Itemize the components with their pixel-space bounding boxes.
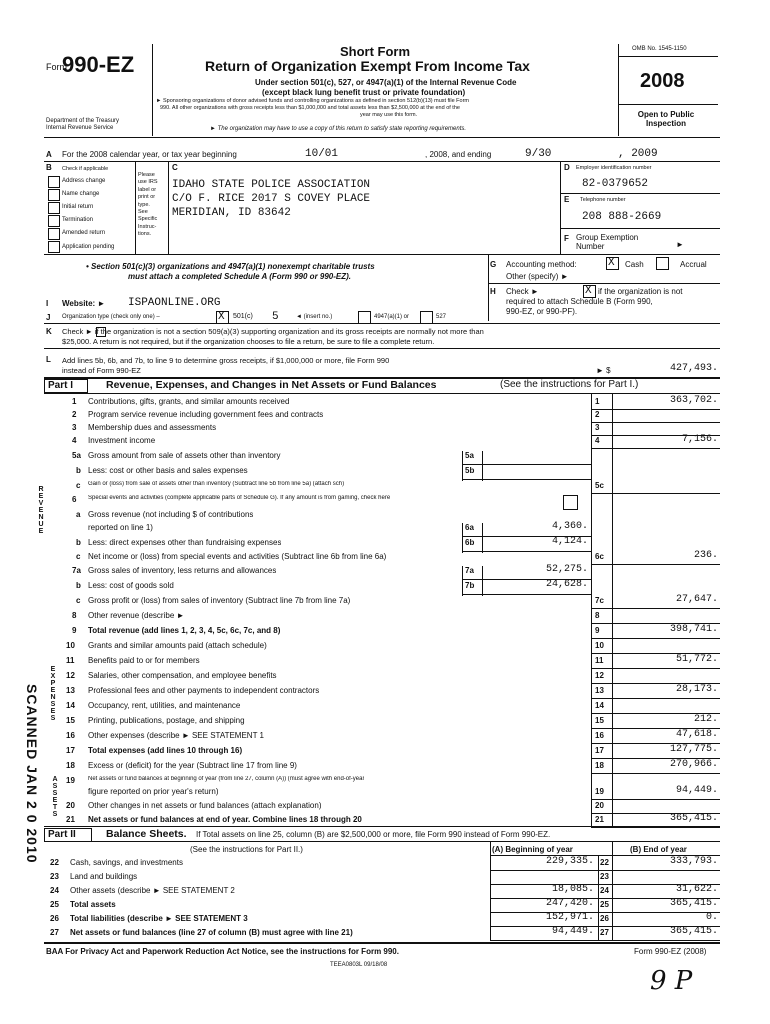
schedule-b-mark: X (585, 285, 592, 297)
line-a-text: For the 2008 calendar year, or tax year beginning (62, 150, 237, 159)
form-number: 990-EZ (62, 52, 135, 77)
section-g-label: G (490, 260, 497, 269)
section-j-label: J (46, 313, 51, 322)
line-ref: 19 (595, 787, 604, 796)
part2-tag: Part II (48, 829, 76, 840)
tax-year: 2008 (640, 70, 685, 92)
label-address-change: Address change (62, 178, 106, 184)
line-number: 11 (66, 656, 75, 665)
tax-year-begin: 10/01 (305, 148, 339, 160)
tax-year-end: 9/30 (525, 148, 552, 160)
line-amount: 270,966. (669, 759, 718, 770)
line-amount: 127,775. (669, 744, 718, 755)
beginning-of-year-amount: 247,420. (545, 898, 594, 909)
part1-note: (See the instructions for Part I.) (500, 379, 639, 390)
line-amount: 28,173. (675, 684, 718, 695)
line-description: Professional fees and other payments to independent contractors (88, 686, 320, 695)
line-description: Other expenses (describe ► SEE STATEMENT 1 (88, 731, 264, 740)
k-line-1: Check ► if the organization is not a section 509(a)(3) supporting organization and its gross receipts are normally not more than (62, 327, 484, 336)
org-type-label: Organization type (check only one) – (62, 314, 160, 320)
line-ref: 27 (600, 928, 609, 937)
line-description: Total revenue (add lines 1, 2, 3, 4, 5c, 6c, 7c, and 8) (88, 626, 281, 635)
line-amount: 236. (693, 550, 718, 561)
side-label-expenses: E X P E N S E S (50, 666, 56, 722)
sponsor-note-1: ► Sponsoring organizations of donor advised funds and controlling organizations as defined in section 512(b)(13) must file Form (156, 98, 470, 104)
section-f-label: F (564, 234, 569, 243)
phone-title: Telephone number (580, 197, 626, 203)
section-e-label: E (564, 195, 570, 204)
checkbox-cash[interactable] (606, 257, 619, 270)
line-description: Benefits paid to or for members (88, 656, 200, 665)
line-number: 19 (66, 776, 75, 785)
line-number: 18 (66, 761, 75, 770)
part1-title: Revenue, Expenses, and Changes in Net Assets or Fund Balances (106, 379, 437, 391)
inner-amount: 4,124. (551, 536, 588, 547)
l-line-2: instead of Form 990-EZ (62, 366, 141, 375)
line-description: Other revenue (describe ► (88, 611, 185, 620)
line-number: 2 (72, 410, 77, 419)
part1-tag-box (44, 379, 88, 393)
form-subtitle-2: (except black lung benefit trust or private foundation) (262, 88, 466, 97)
line-number: 10 (66, 641, 75, 650)
line-ref: 14 (595, 701, 604, 710)
checkbox-accrual[interactable] (656, 257, 669, 270)
line-ref: 15 (595, 716, 604, 725)
line-ref: 7c (595, 596, 604, 605)
line-a-mid: , 2008, and ending (425, 150, 492, 159)
line-description: Grants and similar amounts paid (attach schedule) (88, 641, 267, 650)
line-number: 23 (50, 872, 59, 881)
part2-instructions: (See the instructions for Part II.) (190, 845, 303, 854)
line-ref: 22 (600, 858, 609, 867)
line-number: 22 (50, 858, 59, 867)
line-description: Gain or (loss) from sale of assets other than inventory (Subtract line 5b from line 5a) (attach sch) (88, 481, 345, 487)
h-text-2: if the organization is not (598, 287, 683, 296)
section-d-label: D (564, 163, 570, 172)
ein-value: 82-0379652 (582, 178, 649, 190)
part2-title: Balance Sheets. (106, 828, 187, 840)
line-ref: 24 (600, 886, 609, 895)
line-a-label: A (46, 150, 52, 159)
line-ref: 2 (595, 410, 600, 419)
line-number: c (76, 596, 81, 605)
checkbox-amended-return[interactable] (48, 228, 60, 240)
line-ref: 1 (595, 397, 600, 406)
h-text-3: required to attach Schedule B (Form 990, (506, 297, 653, 306)
beginning-of-year-amount: 94,449. (551, 926, 594, 937)
inner-amount: 4,360. (551, 521, 588, 532)
form-subtitle-1: Under section 501(c), 527, or 4947(a)(1) of the Internal Revenue Code (255, 78, 517, 87)
line-amount: 7,156. (681, 434, 718, 445)
line-description: Other assets (describe ► SEE STATEMENT 2 (70, 886, 235, 895)
tax-year-end-year: , 2009 (618, 148, 658, 160)
end-of-year-amount: 365,415. (669, 926, 718, 937)
line-description: Special events and activities (complete applicable parts of Schedule G). If any amount is from gaming, check here (88, 495, 391, 501)
line-ref: 21 (595, 815, 604, 824)
line-amount: 51,772. (675, 654, 718, 665)
form-reference: Form 990-EZ (2008) (634, 947, 707, 956)
checkbox-name-change[interactable] (48, 189, 60, 201)
line-number: 5a (72, 451, 81, 460)
checkbox-termination[interactable] (48, 215, 60, 227)
line-number: 13 (66, 686, 75, 695)
527-label: 527 (436, 314, 447, 320)
line-number: 9 (72, 626, 77, 635)
line-ref: 4 (595, 436, 600, 445)
line-ref: 13 (595, 686, 604, 695)
line-number: a (76, 510, 81, 519)
sponsor-note-3: year may use this form. (360, 112, 418, 118)
line-number: 1 (72, 397, 77, 406)
inner-ref: 5a (465, 451, 474, 460)
line-number: c (76, 481, 81, 490)
beginning-of-year-amount: 152,971. (545, 912, 594, 923)
cash-label: Cash (625, 260, 644, 269)
end-of-year-amount: 31,622. (675, 884, 718, 895)
line-number: b (76, 466, 81, 475)
501c-number: 5 (272, 311, 279, 323)
line-number: 27 (50, 928, 59, 937)
baa-notice: BAA For Privacy Act and Paperwork Reduction Act Notice, see the instructions for Form 990. (46, 947, 399, 956)
line-number: b (76, 581, 81, 590)
line-description: Cash, savings, and investments (70, 858, 183, 867)
line-description: Excess or (deficit) for the year (Subtract line 17 from line 9) (88, 761, 297, 770)
line-description: Gross amount from sale of assets other than inventory (88, 451, 281, 460)
line-ref: 25 (600, 900, 609, 909)
cash-mark: X (608, 257, 615, 269)
arrow-icon: ► (676, 240, 684, 249)
inner-ref: 7b (465, 581, 475, 590)
accrual-label: Accrual (680, 260, 707, 269)
line-number: 7a (72, 566, 81, 575)
line-amount: 398,741. (669, 624, 718, 635)
website-label: Website: ► (62, 299, 106, 308)
inner-ref: 7a (465, 566, 474, 575)
omb-number: OMB No. 1545-1150 (632, 46, 687, 52)
side-label-net-assets: A S S E T S (52, 776, 58, 818)
line-description: Contributions, gifts, grants, and similar amounts received (88, 397, 290, 406)
line-ref: 20 (595, 801, 604, 810)
line-description: Total expenses (add lines 10 through 16) (88, 746, 243, 755)
line-number: c (76, 552, 81, 561)
section-h-label: H (490, 287, 496, 296)
checkbox-gaming[interactable] (563, 495, 578, 510)
line-description: Total liabilities (describe ► SEE STATEMENT 3 (70, 914, 248, 923)
label-application-pending: Application pending (62, 244, 115, 250)
line-description: Membership dues and assessments (88, 423, 217, 432)
line-number: 8 (72, 611, 77, 620)
k-line-2: $25,000. A return is not required, but if the organization chooses to file a return, be sure to file a complete return. (62, 337, 435, 346)
line-ref: 17 (595, 746, 604, 755)
side-label-revenue: R E V E N U E (38, 486, 44, 535)
col-b-header: (B) End of year (630, 845, 687, 854)
line-description: Land and buildings (70, 872, 138, 881)
end-of-year-amount: 0. (705, 912, 718, 923)
ein-title: Employer identification number (576, 165, 652, 171)
sponsor-note-2: 990. All other organizations with gross receipts less than $1,000,000 and total assets less than $2,500,000 at the end of the (160, 105, 460, 111)
group-exemption-title: Group Exemption Number (576, 233, 639, 251)
section-b-label: B (46, 163, 52, 172)
501c3-note-2: must attach a completed Schedule A (Form 990 or 990-EZ). (128, 272, 352, 281)
line-ref: 18 (595, 761, 604, 770)
other-specify: Other (specify) ► (506, 272, 569, 281)
line-amount: 94,449. (675, 785, 718, 796)
line-ref: 26 (600, 914, 609, 923)
inner-ref: 6a (465, 523, 474, 532)
line-number: 6 (72, 495, 77, 504)
line-number: 20 (66, 801, 75, 810)
line-number: 4 (72, 436, 77, 445)
line-description: Investment income (88, 436, 156, 445)
line-number: 15 (66, 716, 75, 725)
website-value[interactable]: ISPAONLINE.ORG (128, 297, 221, 309)
line-number: 16 (66, 731, 75, 740)
label-name-change: Name change (62, 191, 100, 197)
scanned-stamp: SCANNED JAN 2 0 2010 (24, 684, 40, 864)
inner-ref: 5b (465, 466, 475, 475)
line-amount: 363,702. (669, 395, 718, 406)
line-ref: 11 (595, 656, 604, 665)
line-number: 25 (50, 900, 59, 909)
line-description: figure reported on prior year's return) (88, 787, 219, 796)
line-description: Other changes in net assets or fund balances (attach explanation) (88, 801, 322, 810)
line-number: b (76, 538, 81, 547)
end-of-year-amount: 333,793. (669, 856, 718, 867)
form-code: TEEA0803L 09/18/08 (330, 962, 388, 968)
line-ref: 10 (595, 641, 604, 650)
line-number: 3 (72, 423, 77, 432)
line-amount: 47,618. (675, 729, 718, 740)
irs-label-instruction: Please use IRS label or print or type. See Specific Instruc- tions. (138, 172, 158, 238)
copy-note: ► The organization may have to use a copy of this return to satisfy state reporting requirements. (210, 126, 467, 132)
phone-value: 208 888-2669 (582, 211, 662, 223)
short-form-label: Short Form (340, 44, 411, 59)
line-description: reported on line 1) (88, 523, 153, 532)
h-text-4: 990-EZ, or 990-PF). (506, 307, 578, 316)
org-name: IDAHO STATE POLICE ASSOCIATION (172, 179, 371, 191)
line-description: Net assets or fund balances at beginning of year (from line 27, column (A)) (must agree with end-of-year (88, 776, 365, 782)
line-description: Total assets (70, 900, 116, 909)
part1-tag: Part I (48, 380, 74, 391)
line-description: Gross profit or (loss) from sales of inventory (Subtract line 7b from line 7a) (88, 596, 351, 605)
section-i-label: I (46, 299, 49, 308)
line-description: Net income or (loss) from special events and activities (Subtract line 6b from line 6a) (88, 552, 387, 561)
inner-amount: 52,275. (545, 564, 588, 575)
org-address-2: MERIDIAN, ID 83642 (172, 207, 291, 219)
end-of-year-amount: 365,415. (669, 898, 718, 909)
form-label: Form (46, 62, 67, 72)
col-a-header: (A) Beginning of year (492, 845, 573, 854)
open-to-public: Open to Public Inspection (637, 110, 695, 128)
check-if-applicable: Check if applicable (62, 166, 109, 172)
line-ref: 12 (595, 671, 604, 680)
inner-amount: 24,628. (545, 579, 588, 590)
insert-no: ◄ (insert no.) (296, 314, 333, 320)
inner-ref: 6b (465, 538, 475, 547)
label-amended-return: Amended return (62, 230, 106, 236)
section-c-label: C (172, 163, 178, 172)
line-ref: 5c (595, 481, 604, 490)
checkbox-address-change[interactable] (48, 176, 60, 188)
line-amount: 27,647. (675, 594, 718, 605)
part2-tag-box (44, 828, 92, 842)
line-description: Net assets or fund balances at end of year. Combine lines 18 through 20 (88, 815, 362, 824)
line-ref: 16 (595, 731, 604, 740)
line-ref: 8 (595, 611, 600, 620)
line-number: 14 (66, 701, 75, 710)
l-dollar: ► $ (596, 366, 611, 375)
checkbox-k[interactable] (96, 327, 106, 337)
501c-label: 501(c) (233, 313, 253, 320)
line-ref: 6c (595, 552, 604, 561)
line-ref: 3 (595, 423, 600, 432)
501c-mark: X (218, 311, 225, 323)
form-title: Return of Organization Exempt From Income Tax (205, 58, 530, 74)
line-description: Gross revenue (not including $ of contributions (88, 510, 254, 519)
line-number: 12 (66, 671, 75, 680)
checkbox-initial-return[interactable] (48, 202, 60, 214)
501c3-note-1: • Section 501(c)(3) organizations and 4947(a)(1) nonexempt charitable trusts (86, 262, 375, 271)
line-amount: 212. (693, 714, 718, 725)
beginning-of-year-amount: 229,335. (545, 856, 594, 867)
line-description: Salaries, other compensation, and employee benefits (88, 671, 277, 680)
dept-treasury: Department of the Treasury Internal Revenue Service (46, 118, 120, 131)
line-description: Less: direct expenses other than fundraising expenses (88, 538, 282, 547)
line-description: Occupancy, rent, utilities, and maintenance (88, 701, 241, 710)
line-number: 24 (50, 886, 59, 895)
line-description: Less: cost of goods sold (88, 581, 174, 590)
handwritten-mark: 9 P (650, 966, 693, 996)
line-description: Net assets or fund balances (line 27 of column (B) must agree with line 21) (70, 928, 353, 937)
section-k-label: K (46, 327, 52, 336)
section-l-label: L (46, 355, 51, 364)
l-line-1: Add lines 5b, 6b, and 7b, to line 9 to determine gross receipts, if $1,000,000 or more, file Form 990 (62, 356, 390, 365)
line-number: 21 (66, 815, 75, 824)
line-ref: 9 (595, 626, 600, 635)
line-description: Gross sales of inventory, less returns and allowances (88, 566, 277, 575)
line-amount: 365,415. (669, 813, 718, 824)
accounting-method-label: Accounting method: (506, 260, 577, 269)
line-description: Less: cost or other basis and sales expenses (88, 466, 248, 475)
line-ref: 23 (600, 872, 609, 881)
line-number: 26 (50, 914, 59, 923)
line-description: Printing, publications, postage, and shipping (88, 716, 245, 725)
line-description: Program service revenue including government fees and contracts (88, 410, 324, 419)
4947-label: 4947(a)(1) or (374, 314, 410, 320)
label-initial-return: Initial return (62, 204, 94, 210)
gross-receipts-value: 427,493. (669, 363, 718, 374)
line-number: 17 (66, 746, 75, 755)
h-check-label: Check ► (506, 287, 539, 296)
part2-note: If Total assets on line 25, column (B) are $2,500,000 or more, file Form 990 instead of Form 990-EZ. (196, 830, 551, 839)
org-address-1: C/O F. RICE 2017 S COVEY PLACE (172, 193, 371, 205)
beginning-of-year-amount: 18,085. (551, 884, 594, 895)
label-termination: Termination (62, 217, 94, 223)
checkbox-application-pending[interactable] (48, 241, 60, 253)
